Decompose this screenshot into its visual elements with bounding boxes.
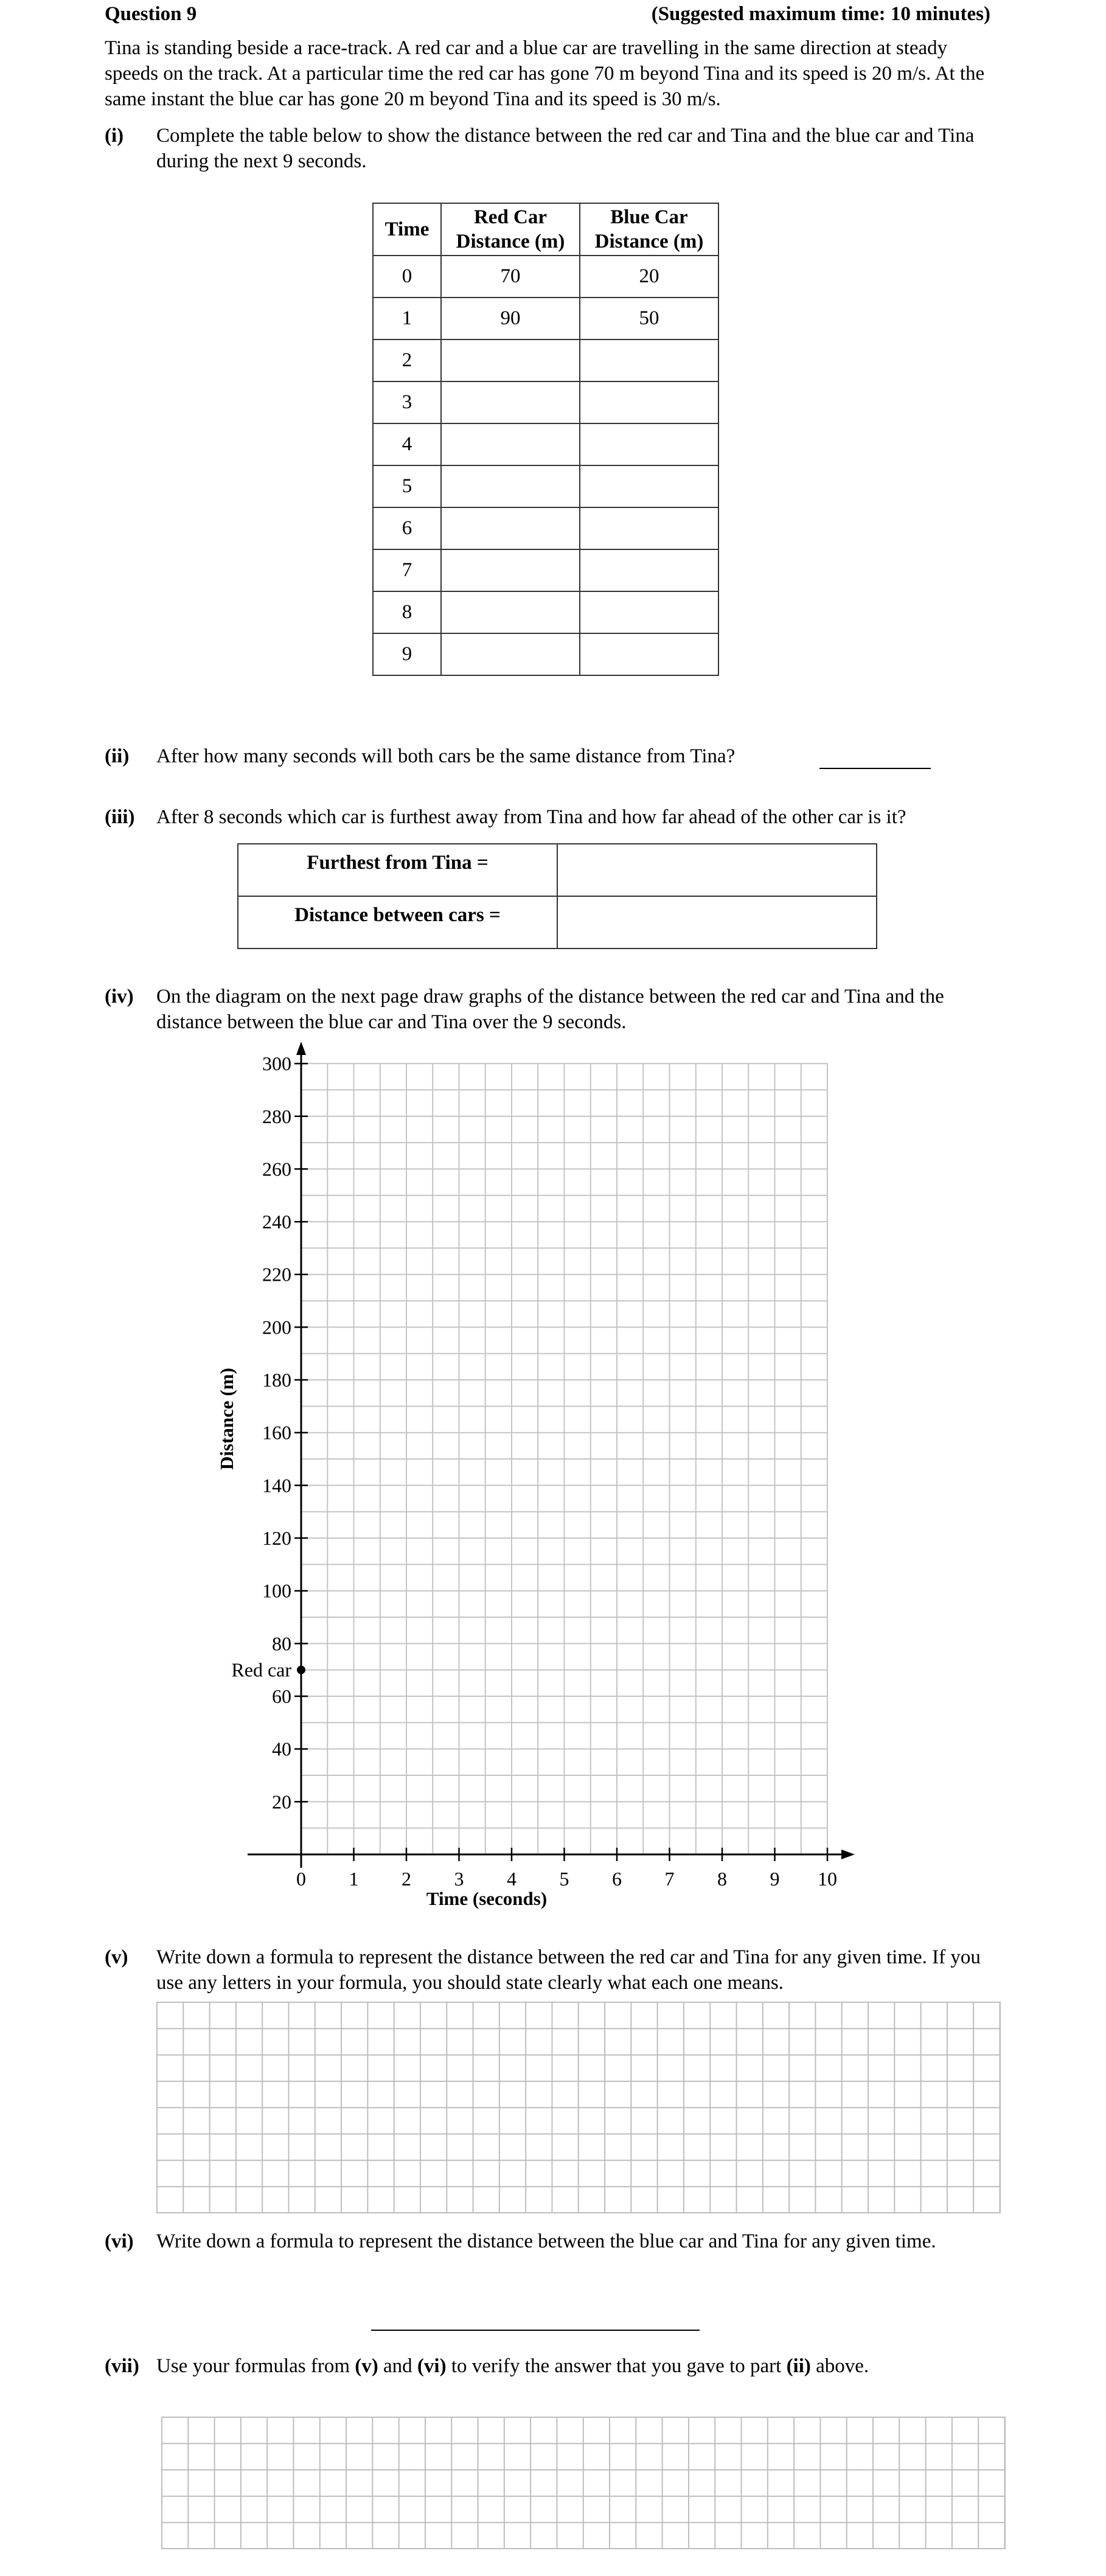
part-vi-text: Write down a formula to represent the distance between the blue car and Tina for any given time.: [156, 2230, 936, 2252]
svg-text:10: 10: [818, 1868, 837, 1890]
svg-text:20: 20: [272, 1791, 291, 1813]
blue-distance-cell[interactable]: 50: [580, 298, 718, 339]
graph-axes: [248, 1042, 855, 1868]
time-cell: 9: [373, 633, 441, 675]
time-cell: 7: [373, 549, 441, 591]
intro-paragraph: Tina is standing beside a race-track. A red car and a blue car are travelling in the same direction at steady speeds on the track. At a particular time the red car has gone 70 m beyond Tina and its speed is 20 m/s. At the same instant the blue car has gone 20 m beyond Tina and its speed is 30 m/s.: [105, 37, 985, 110]
header-blue-car: Blue Car Distance (m): [580, 203, 718, 256]
part-ii-label: (ii): [105, 745, 130, 767]
suggested-time: (Suggested maximum time: 10 minutes): [651, 3, 990, 25]
svg-text:260: 260: [262, 1158, 291, 1180]
svg-text:6: 6: [612, 1868, 622, 1890]
blue-distance-cell[interactable]: 20: [580, 256, 718, 298]
furthest-label: Furthest from Tina =: [238, 844, 557, 896]
svg-text:8: 8: [717, 1868, 727, 1890]
svg-text:120: 120: [262, 1527, 291, 1550]
svg-text:40: 40: [272, 1738, 291, 1760]
svg-text:160: 160: [262, 1421, 291, 1444]
part-i-text: Complete the table below to show the distance between the red car and Tina and the blue car and Tina during the next 9 seconds.: [156, 125, 975, 172]
x-axis-label: Time (seconds): [426, 1888, 548, 1909]
part-vii-label: (vii): [105, 2355, 139, 2377]
time-cell: 6: [373, 507, 441, 549]
part-v-answer-grid[interactable]: [156, 2002, 1001, 2213]
red-distance-cell[interactable]: 70: [441, 256, 580, 298]
red-distance-cell[interactable]: 90: [441, 298, 580, 339]
svg-text:240: 240: [262, 1211, 291, 1233]
part-vi-answer-line[interactable]: [371, 2330, 700, 2331]
header-red-car: Red Car Distance (m): [441, 203, 580, 256]
time-cell: 8: [373, 591, 441, 633]
question-title: Question 9: [105, 3, 197, 25]
svg-text:300: 300: [262, 1053, 291, 1075]
time-cell: 0: [373, 256, 441, 298]
part-i-label: (i): [105, 125, 124, 147]
svg-text:4: 4: [507, 1868, 516, 1890]
svg-text:280: 280: [262, 1105, 291, 1127]
svg-text:7: 7: [664, 1868, 675, 1890]
y-axis-label: Distance (m): [216, 1368, 237, 1470]
svg-text:140: 140: [262, 1474, 291, 1497]
ref-part-v: (v): [355, 2355, 378, 2377]
time-cell: 2: [373, 339, 441, 381]
time-cell: 4: [373, 423, 441, 465]
part-iv-label: (iv): [105, 986, 134, 1008]
part-iii-label: (iii): [105, 806, 135, 828]
part-vii-answer-grid[interactable]: [161, 2417, 1006, 2549]
svg-text:80: 80: [272, 1632, 291, 1655]
part-v-text: Write down a formula to represent the distance between the red car and Tina for any given time. If you use any letters in your formula, you should state clearly what each one means.: [156, 1946, 981, 1994]
svg-text:200: 200: [262, 1316, 291, 1338]
part-vi-label: (vi): [105, 2230, 134, 2252]
svg-text:180: 180: [262, 1369, 291, 1391]
time-cell: 3: [373, 381, 441, 423]
svg-text:100: 100: [262, 1579, 291, 1602]
time-cell: 1: [373, 298, 441, 339]
svg-text:9: 9: [770, 1868, 780, 1890]
svg-text:2: 2: [402, 1868, 411, 1890]
ref-part-ii: (ii): [786, 2355, 811, 2377]
part-vii-text: Use your formulas from (v) and (vi) to verify the answer that you gave to part (ii) above.: [156, 2355, 869, 2377]
graph-tick-labels: [231, 1053, 837, 1890]
svg-text:3: 3: [454, 1868, 464, 1890]
svg-text:5: 5: [559, 1868, 569, 1890]
distance-between-label: Distance between cars =: [238, 896, 557, 949]
svg-text:1: 1: [349, 1868, 359, 1890]
part-iv-text: On the diagram on the next page draw graphs of the distance between the red car and Tina and the distance between the blue car and Tina over the 9 seconds.: [156, 986, 944, 1033]
graph-grid: [301, 1063, 827, 1854]
svg-text:0: 0: [296, 1868, 306, 1890]
time-cell: 5: [373, 465, 441, 507]
svg-text:220: 220: [262, 1263, 291, 1286]
part-ii-text: After how many seconds will both cars be the same distance from Tina?: [156, 745, 736, 767]
part-iii-text: After 8 seconds which car is furthest away from Tina and how far ahead of the other car is it?: [156, 806, 906, 828]
part-v-label: (v): [105, 1946, 128, 1968]
ref-part-vi: (vi): [417, 2355, 447, 2377]
svg-text:Red car: Red car: [231, 1659, 291, 1681]
svg-text:60: 60: [272, 1685, 291, 1708]
header-time: Time: [373, 203, 441, 256]
